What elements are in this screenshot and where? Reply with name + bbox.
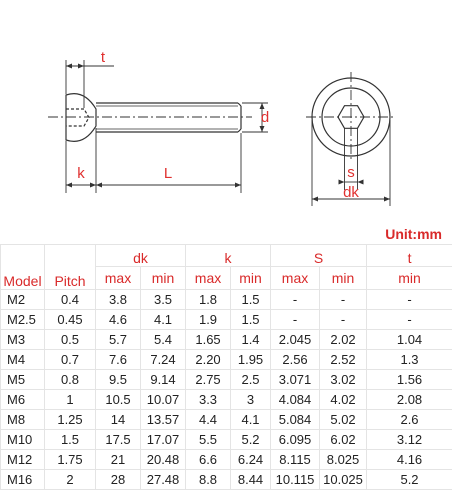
value-cell: 3.3 — [186, 390, 231, 410]
value-cell: 2.045 — [271, 330, 320, 350]
model-cell: M2 — [1, 290, 45, 310]
value-cell: 5.4 — [141, 330, 186, 350]
spec-table-body — [1, 290, 452, 490]
model-cell: M4 — [1, 350, 45, 370]
table-row — [1, 390, 452, 410]
value-cell: - — [271, 310, 320, 330]
value-cell: 2.75 — [186, 370, 231, 390]
value-cell: 21 — [96, 450, 141, 470]
table-row — [1, 290, 452, 310]
value-cell: 13.57 — [141, 410, 186, 430]
table-row — [1, 430, 452, 450]
dk-header: dk — [96, 245, 186, 267]
value-cell: 1.5 — [231, 310, 271, 330]
value-cell: 4.1 — [141, 310, 186, 330]
value-cell: 4.4 — [186, 410, 231, 430]
table-row — [1, 330, 452, 350]
dk-min-header: min — [141, 267, 186, 290]
value-cell: 1.5 — [231, 290, 271, 310]
value-cell: - — [320, 290, 367, 310]
model-cell: M2.5 — [1, 310, 45, 330]
model-header: Model — [1, 245, 45, 290]
value-cell: 3.5 — [141, 290, 186, 310]
value-cell: 1.5 — [45, 430, 96, 450]
model-cell: M8 — [1, 410, 45, 430]
model-cell: M16 — [1, 470, 45, 490]
value-cell: 5.2 — [367, 470, 452, 490]
value-cell: 10.025 — [320, 470, 367, 490]
value-cell: 1.3 — [367, 350, 452, 370]
dim-dk-label: dk — [343, 184, 359, 201]
value-cell: 0.45 — [45, 310, 96, 330]
value-cell: 2.08 — [367, 390, 452, 410]
value-cell: 2.02 — [320, 330, 367, 350]
value-cell: 2.5 — [231, 370, 271, 390]
value-cell: 3.12 — [367, 430, 452, 450]
value-cell: 4.084 — [271, 390, 320, 410]
header-row-groups — [1, 245, 452, 267]
value-cell: 6.24 — [231, 450, 271, 470]
value-cell: 1.4 — [231, 330, 271, 350]
value-cell: 3 — [231, 390, 271, 410]
model-cell: M10 — [1, 430, 45, 450]
pitch-header: Pitch — [45, 245, 96, 290]
value-cell: 1.8 — [186, 290, 231, 310]
value-cell: - — [320, 310, 367, 330]
k-max-header: max — [186, 267, 231, 290]
s-max-header: max — [271, 267, 320, 290]
value-cell: 3.8 — [96, 290, 141, 310]
model-cell: M3 — [1, 330, 45, 350]
table-row — [1, 470, 452, 490]
model-cell: M5 — [1, 370, 45, 390]
value-cell: 1.04 — [367, 330, 452, 350]
value-cell: 1.25 — [45, 410, 96, 430]
value-cell: 2.6 — [367, 410, 452, 430]
value-cell: 5.5 — [186, 430, 231, 450]
value-cell: 20.48 — [141, 450, 186, 470]
value-cell: 5.2 — [231, 430, 271, 450]
k-min-header: min — [231, 267, 271, 290]
value-cell: 4.6 — [96, 310, 141, 330]
value-cell: 0.7 — [45, 350, 96, 370]
value-cell: 1.95 — [231, 350, 271, 370]
value-cell: 2.20 — [186, 350, 231, 370]
value-cell: 7.24 — [141, 350, 186, 370]
value-cell: - — [271, 290, 320, 310]
value-cell: 2.52 — [320, 350, 367, 370]
value-cell: 9.5 — [96, 370, 141, 390]
value-cell: 2.56 — [271, 350, 320, 370]
value-cell: 2 — [45, 470, 96, 490]
value-cell: 7.6 — [96, 350, 141, 370]
dk-max-header: max — [96, 267, 141, 290]
value-cell: 1.65 — [186, 330, 231, 350]
value-cell: 6.02 — [320, 430, 367, 450]
value-cell: 0.8 — [45, 370, 96, 390]
value-cell: 8.8 — [186, 470, 231, 490]
value-cell: 0.4 — [45, 290, 96, 310]
value-cell: 27.48 — [141, 470, 186, 490]
value-cell: 3.071 — [271, 370, 320, 390]
value-cell: 1.9 — [186, 310, 231, 330]
table-row — [1, 310, 452, 330]
value-cell: 9.14 — [141, 370, 186, 390]
spec-table — [0, 244, 452, 490]
dim-s-label: s — [347, 164, 355, 181]
value-cell: 17.07 — [141, 430, 186, 450]
value-cell: 17.5 — [96, 430, 141, 450]
t-header: t — [367, 245, 452, 267]
value-cell: 3.02 — [320, 370, 367, 390]
value-cell: 6.6 — [186, 450, 231, 470]
value-cell: 28 — [96, 470, 141, 490]
value-cell: 10.07 — [141, 390, 186, 410]
unit-label: Unit:mm — [385, 226, 442, 242]
s-header: S — [271, 245, 367, 267]
value-cell: 8.025 — [320, 450, 367, 470]
value-cell: 10.115 — [271, 470, 320, 490]
value-cell: - — [367, 290, 452, 310]
value-cell: 10.5 — [96, 390, 141, 410]
table-row — [1, 410, 452, 430]
value-cell: 5.02 — [320, 410, 367, 430]
value-cell: 6.095 — [271, 430, 320, 450]
screw-drawing — [0, 0, 452, 220]
dim-t-label: t — [101, 49, 106, 66]
dim-l-label: L — [164, 165, 172, 182]
table-row — [1, 450, 452, 470]
value-cell: 4.16 — [367, 450, 452, 470]
value-cell: - — [367, 310, 452, 330]
value-cell: 4.1 — [231, 410, 271, 430]
value-cell: 4.02 — [320, 390, 367, 410]
value-cell: 5.084 — [271, 410, 320, 430]
value-cell: 14 — [96, 410, 141, 430]
t-min-header: min — [367, 267, 452, 290]
value-cell: 8.44 — [231, 470, 271, 490]
model-cell: M6 — [1, 390, 45, 410]
s-min-header: min — [320, 267, 367, 290]
model-cell: M12 — [1, 450, 45, 470]
value-cell: 1.75 — [45, 450, 96, 470]
value-cell: 8.115 — [271, 450, 320, 470]
k-header: k — [186, 245, 271, 267]
value-cell: 1.56 — [367, 370, 452, 390]
dim-d-label: d — [261, 109, 269, 126]
value-cell: 0.5 — [45, 330, 96, 350]
value-cell: 5.7 — [96, 330, 141, 350]
table-row — [1, 350, 452, 370]
value-cell: 1 — [45, 390, 96, 410]
table-row — [1, 370, 452, 390]
dim-k-label: k — [77, 165, 85, 182]
